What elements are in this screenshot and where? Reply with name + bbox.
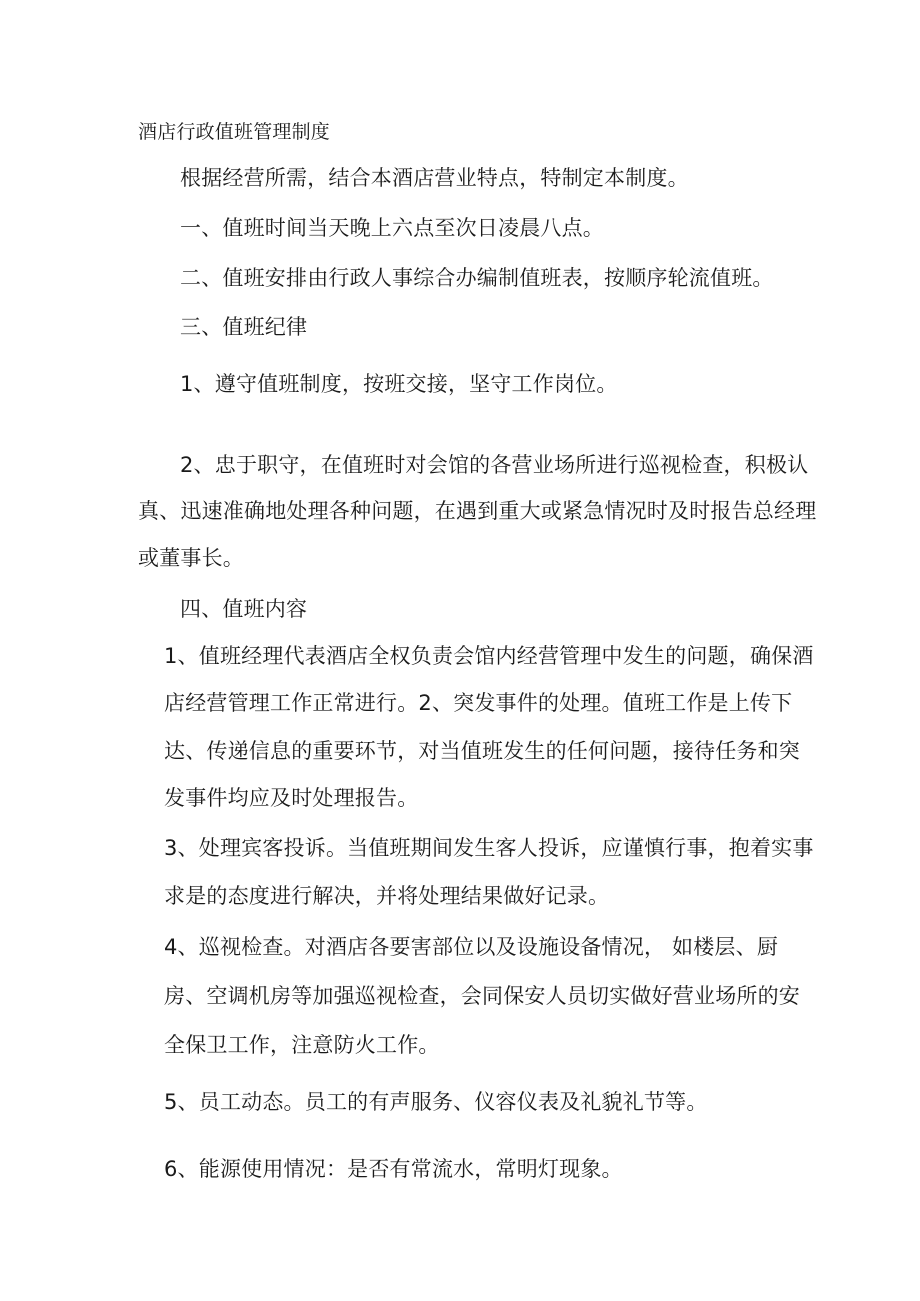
section-four-paragraph-1-line-4: 发事件均应及时处理报告。 xyxy=(164,786,419,810)
section-three-paragraph-1: 1、遵守值班制度，按班交接，坚守工作岗位。 xyxy=(180,372,618,396)
section-four-paragraph-5: 5、员工动态。员工的有声服务、仪容仪表及礼貌礼节等。 xyxy=(164,1090,708,1114)
intro-paragraph: 根据经营所需，结合本酒店营业特点，特制定本制度。 xyxy=(180,166,689,190)
section-four-paragraph-4-line-2: 房、空调机房等加强巡视检查，会同保安人员切实做好营业场所的安 xyxy=(164,984,800,1008)
document-title: 酒店行政值班管理制度 xyxy=(138,121,331,143)
section-three-heading: 三、值班纪律 xyxy=(180,315,308,339)
item-one: 一、值班时间当天晚上六点至次日凌晨八点。 xyxy=(180,216,604,240)
section-four-paragraph-4-line-3: 全保卫工作，注意防火工作。 xyxy=(164,1033,440,1057)
section-three-paragraph-2-line-1: 2、忠于职守，在值班时对会馆的各营业场所进行巡视检查，积极认 xyxy=(180,453,809,477)
section-four-paragraph-6: 6、能源使用情况：是否有常流水，常明灯现象。 xyxy=(164,1157,623,1181)
section-four-paragraph-1-line-3: 达、传递信息的重要环节，对当值班发生的任何问题，接待任务和突 xyxy=(164,739,800,763)
section-four-paragraph-1-line-2: 店经营管理工作正常进行。2、突发事件的处理。值班工作是上传下 xyxy=(164,691,793,715)
section-four-paragraph-4-line-1: 4、巡视检查。对酒店各要害部位以及设施设备情况， 如楼层、厨 xyxy=(164,935,779,959)
section-four-heading: 四、值班内容 xyxy=(180,597,308,621)
section-four-paragraph-1-line-1: 1、值班经理代表酒店全权负责会馆内经营管理中发生的问题，确保酒 xyxy=(164,644,814,668)
section-four-paragraph-3-line-2: 求是的态度进行解决，并将处理结果做好记录。 xyxy=(164,884,610,908)
section-three-paragraph-2-line-2: 真、迅速准确地处理各种问题，在遇到重大或紧急情况时及时报告总经理 xyxy=(138,499,817,523)
section-four-paragraph-3-line-1: 3、处理宾客投诉。当值班期间发生客人投诉，应谨慎行事，抱着实事 xyxy=(164,836,814,860)
item-two: 二、值班安排由行政人事综合办编制值班表，按顺序轮流值班。 xyxy=(180,266,774,290)
section-three-paragraph-2-line-3: 或董事长。 xyxy=(138,546,244,570)
